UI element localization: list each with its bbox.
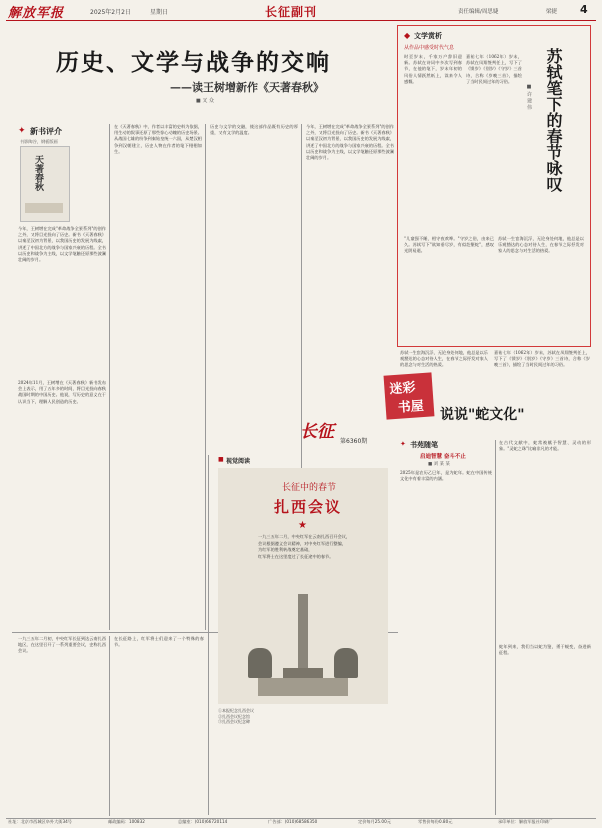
- footer-ad: 广告部：(010)68586350: [268, 819, 318, 824]
- changzheng-calligraphy: 长征: [300, 422, 334, 442]
- footer: [8, 819, 594, 827]
- book-icon: ✦: [18, 126, 26, 136]
- lower-left-paragraph: 一九三五年二月初，中央红军长征到达云南扎西地区，在这里召开了一系列重要会议，史称扎西会议。: [18, 636, 106, 654]
- sidebar-paragraph: "儿童强不睡，相守夜欢哗。"守岁之俗，由来已久。苏轼写下"欲知垂尽岁，有似赴壑蛇"，感叹光阴易逝。: [404, 236, 494, 254]
- caption-line: ②扎西会议纪念馆: [218, 713, 250, 719]
- sidebar-tag-icon: ◆: [404, 31, 411, 40]
- monument-steps: [258, 678, 348, 696]
- book-cover-title: 天著春秋: [33, 155, 43, 191]
- sidebar-continued: 嘉祐七年（1062年）岁末，苏轼在凤翔签判任上，写下了《馈岁》《别岁》《守岁》三首诗，合称《岁晚三首》，描绘了当时民间过年的习俗。: [494, 350, 590, 368]
- masthead-weekday: 星期日: [150, 9, 169, 16]
- main-article-title: 历史、文学与战争的交响: [56, 49, 331, 76]
- right-lower-paragraph: 2025年是农历乙巳年，是为蛇年。蛇在中国传统文化中有着丰富的内涵。: [400, 470, 492, 482]
- sidebar-paragraph: 时至岁末，千家万户辞旧迎新。苏轼在诗词中多次写到春节，在他的笔下，岁末年初的风俗人情跃然纸上，读来令人感慨。: [404, 54, 462, 84]
- visual-reading-tag: [218, 456, 278, 466]
- page-number: 4: [580, 3, 588, 16]
- footer-retail: 零售价每份0.80元: [418, 819, 453, 824]
- poem-line: 为红军的胜利转战奠定基础，: [258, 547, 313, 552]
- masthead-proofreader: 梁捷: [546, 9, 558, 15]
- poem-line: 一九三五年二月，中央红军在云南扎西召开会议，: [258, 534, 351, 539]
- book-cover-caption: 书影陶谷，钢板版画: [20, 139, 58, 144]
- masthead-editor: 责任编辑/周思婕: [458, 9, 499, 15]
- sidebar-box: [397, 25, 591, 347]
- column-divider: [109, 124, 110, 630]
- main-article-paragraph: 2024年11月，王树增在《天著春秋》新书发布会上表示，用了五年多的时间，将目光投向春秋战国时期的中国历史。他说，写历史的意义在于认识当下，理解人民创造的历史。: [18, 380, 106, 404]
- bookclub-icon: ✦: [400, 440, 406, 448]
- sidebar-paragraph: 嘉祐七年（1062年）岁末，苏轼在凤翔签判任上，写下了《馈岁》《别岁》《守岁》三首诗，合称《岁晚三首》，描绘了当时民间过年的习俗。: [466, 54, 522, 84]
- masthead-rule: [6, 20, 596, 21]
- book-cover-decor: [25, 203, 63, 213]
- bookclub-label: 书苑随笔: [410, 440, 438, 449]
- section-title: 长征副刊: [265, 5, 318, 19]
- column-divider: [495, 440, 496, 815]
- column-divider: [109, 636, 110, 816]
- serialization-poem: [258, 534, 358, 588]
- caption-line: ③扎西会议纪念碑: [218, 719, 250, 724]
- caption-line: ①本报纪念扎西会议: [218, 708, 254, 713]
- visual-reading-label: 视觉阅读: [226, 458, 251, 465]
- monument-trees-right: [334, 648, 358, 678]
- book-cover: [20, 146, 70, 222]
- monument-trees-left: [248, 648, 272, 678]
- footer-printer: 承印单位：解放军报社印刷厂: [498, 819, 553, 824]
- main-article-paragraph: 在《天著春秋》中，作者以丰富的史料为依据，用生动的叙事还原了那些惊心动魄的历史场景。从战国七雄的纷争到秦始皇统一六国，从楚汉相争到汉朝建立，历史人物在作者的笔下栩栩如生。: [114, 124, 202, 154]
- poem-line: 会议根据遵义会议精神，对中央红军进行整编，: [258, 540, 346, 546]
- right-lower-title: 说说"蛇文化": [440, 407, 525, 423]
- monument-obelisk: [298, 594, 308, 668]
- right-lower-subtitle: 启迪智慧 奋斗不止: [420, 454, 466, 460]
- monument-illustration: [248, 594, 358, 698]
- promo-text-b: 书屋: [397, 399, 425, 416]
- visual-reading-icon: ■: [218, 456, 224, 463]
- main-article-paragraph: 今年，王树增在完成"革命战争全景系列"的创作之外，又将目光投向了历史。新书《天著春秋》以秦至汉初为背景，以我国历史的发展为线索，讲述了中国北方的战争与国家兴衰的历程。全书以历史和战争为主线，以文学笔触还原那些波澜壮阔的岁月。: [306, 124, 394, 161]
- sidebar-title: 苏轼笔下的春节咏叹: [544, 48, 563, 192]
- footer-phone: 总编室：(010)66720114: [178, 819, 228, 824]
- paper-name: 解放军报: [8, 6, 65, 21]
- sidebar-tag: [404, 31, 474, 41]
- lower-left-paragraph: 在长征路上，红军将士们迎来了一个特殊的春节。: [114, 636, 204, 648]
- promo-banner: [384, 372, 435, 419]
- serialization-caption: [218, 708, 388, 725]
- right-lower-paragraph: 蛇年到来，我们当以蛇为鉴，勇于蜕变，奋进新征程。: [499, 644, 591, 656]
- sidebar-lead-title: 从作品中感受时代气息: [404, 45, 455, 51]
- serialization-panel: [218, 468, 388, 704]
- poem-line: 红军将士在这里度过了长征途中的春节。: [258, 553, 334, 559]
- main-article-paragraph: 历史与文学的交融，使这部作品既有历史的厚重，又有文学的温度。: [210, 124, 298, 136]
- footer-price: 定价每月25.00元: [358, 819, 391, 824]
- promo-text-a: 迷彩: [388, 380, 416, 398]
- main-article-subtitle: ——读王树增新作《天著春秋》: [170, 81, 324, 94]
- serialization-title: 扎西会议: [274, 498, 343, 516]
- sidebar-author: ■ 许 建 伟: [526, 84, 532, 110]
- masthead-date: 2025年2月2日: [90, 9, 131, 16]
- serialization-header: 长征中的春节: [282, 483, 337, 493]
- issue-number: 第6360期: [340, 438, 368, 445]
- footer-address: 社址：北京市西城区阜外大街34号: [8, 819, 72, 824]
- sidebar-tag-label: 文学赏析: [414, 31, 442, 40]
- sidebar-continued: 苏轼一生宦海沉浮，无论身处何地，他总是以乐观豁达的心态对待人生，在春节之际抒发对家人的思念与对生活的热爱。: [400, 350, 488, 368]
- column-divider: [205, 124, 206, 630]
- book-review-tag-label: 新书评介: [30, 126, 62, 136]
- right-lower-paragraph: 在古代文献中，蛇常被赋予智慧、灵动的形象。"灵蛇之珠"比喻非凡的才能。: [499, 440, 591, 452]
- masthead: [0, 0, 602, 22]
- right-lower-author: ■ 刘 某 某: [428, 462, 451, 467]
- main-article-paragraph: 今年，王树增在完成"革命战争全景系列"的创作之外，又将目光投向了历史。新书《天著春秋》以秦至汉初为背景，以我国历史的发展为线索，讲述了中国北方的战争与国家兴衰的历程。全书以历史和战争为主线，以文学笔触还原那些波澜壮阔的岁月。: [18, 226, 106, 263]
- main-article-byline: ■ 叉 众: [196, 98, 214, 104]
- monument-base: [283, 668, 323, 678]
- footer-postcode: 邮政编码：100832: [108, 819, 145, 824]
- bookclub-tag: [400, 440, 470, 450]
- sidebar-paragraph: 苏轼一生宦海沉浮，无论身处何地，他总是以乐观豁达的心态对待人生，在春节之际抒发对家人的思念与对生活的热爱。: [498, 236, 584, 254]
- serialization-star-icon: ★: [298, 520, 307, 531]
- column-divider: [208, 455, 209, 815]
- book-review-tag: [18, 126, 88, 136]
